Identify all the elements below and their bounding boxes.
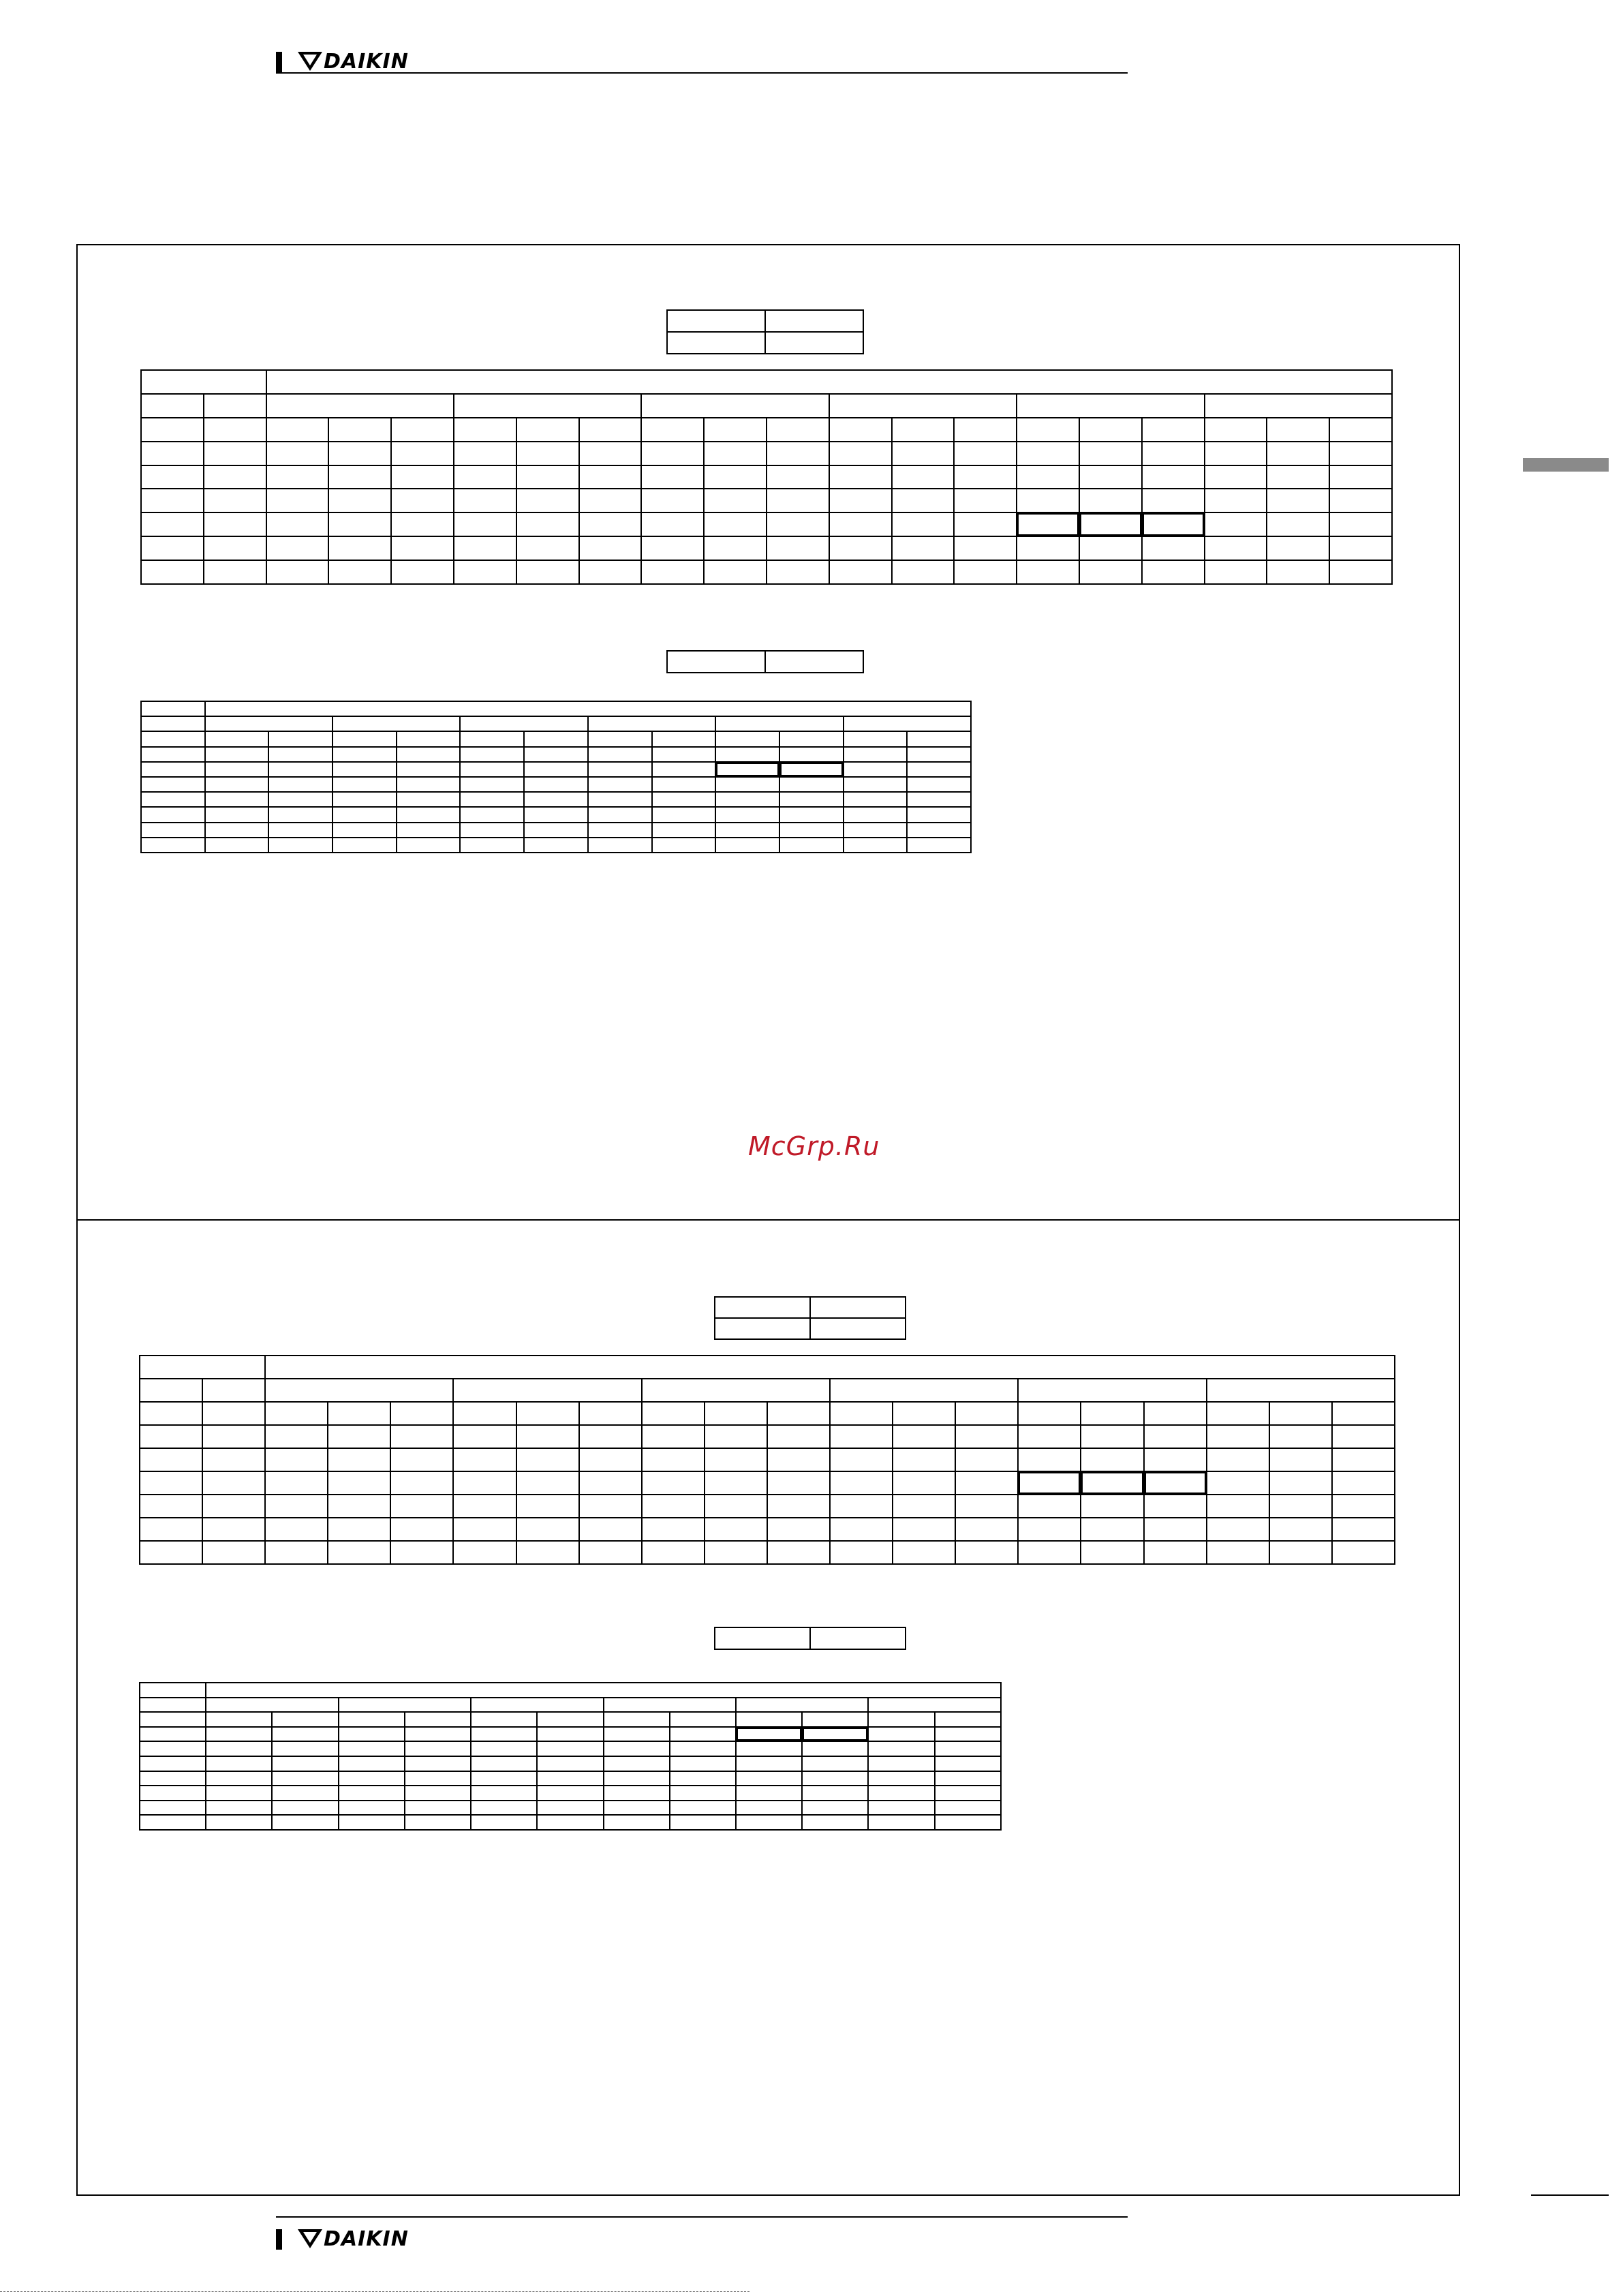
table-row [140, 1801, 1001, 1816]
table-row [140, 1518, 1395, 1541]
table-row [141, 442, 1392, 465]
table-row [141, 823, 971, 838]
table-row [141, 838, 971, 853]
table-row [140, 1815, 1001, 1830]
header-daikin-logo [276, 48, 426, 75]
table-row [140, 1471, 1395, 1495]
header-rule [276, 72, 1128, 74]
logo-bar [276, 52, 282, 72]
bottom-dashed-rule [0, 2291, 749, 2292]
table-row [141, 512, 1392, 536]
bottom-capacity-table [139, 1355, 1395, 1565]
table-row [140, 1741, 1001, 1756]
table-row [140, 1756, 1001, 1771]
table-row [140, 1712, 1001, 1727]
table-row [141, 777, 971, 792]
top-label-box-2 [666, 650, 864, 673]
top-label-box [666, 309, 864, 354]
table-row [141, 418, 1392, 442]
table-row [141, 762, 971, 777]
top-capacity-table [140, 369, 1393, 585]
table-row [140, 1402, 1395, 1425]
table-row [141, 465, 1392, 489]
table-row [141, 747, 971, 762]
logo-bar [276, 2229, 282, 2250]
table-row [140, 1495, 1395, 1518]
table-row [141, 560, 1392, 584]
bottom-label-box [714, 1296, 906, 1340]
daikin-triangle-icon [296, 50, 324, 72]
table-row [141, 536, 1392, 560]
page-number-rule [1531, 2194, 1609, 2196]
table-row [141, 792, 971, 807]
bottom-label-box-2 [714, 1627, 906, 1650]
daikin-triangle-icon [296, 2228, 324, 2250]
top-small-table [140, 701, 972, 853]
table-row [141, 807, 971, 822]
table-row [140, 1425, 1395, 1448]
brand-name: DAIKIN [324, 50, 409, 74]
table-row [140, 1727, 1001, 1742]
table-row [140, 1771, 1001, 1786]
watermark: McGrp.Ru [748, 1131, 880, 1161]
footer-rule [276, 2216, 1128, 2218]
side-section-tab [1523, 458, 1609, 472]
table-row [140, 1786, 1001, 1801]
table-row [140, 1448, 1395, 1471]
table-row [141, 489, 1392, 512]
brand-name: DAIKIN [324, 2227, 409, 2251]
bottom-small-table [139, 1682, 1002, 1831]
table-row [141, 731, 971, 746]
footer-daikin-logo [276, 2225, 426, 2252]
table-row [140, 1541, 1395, 1564]
